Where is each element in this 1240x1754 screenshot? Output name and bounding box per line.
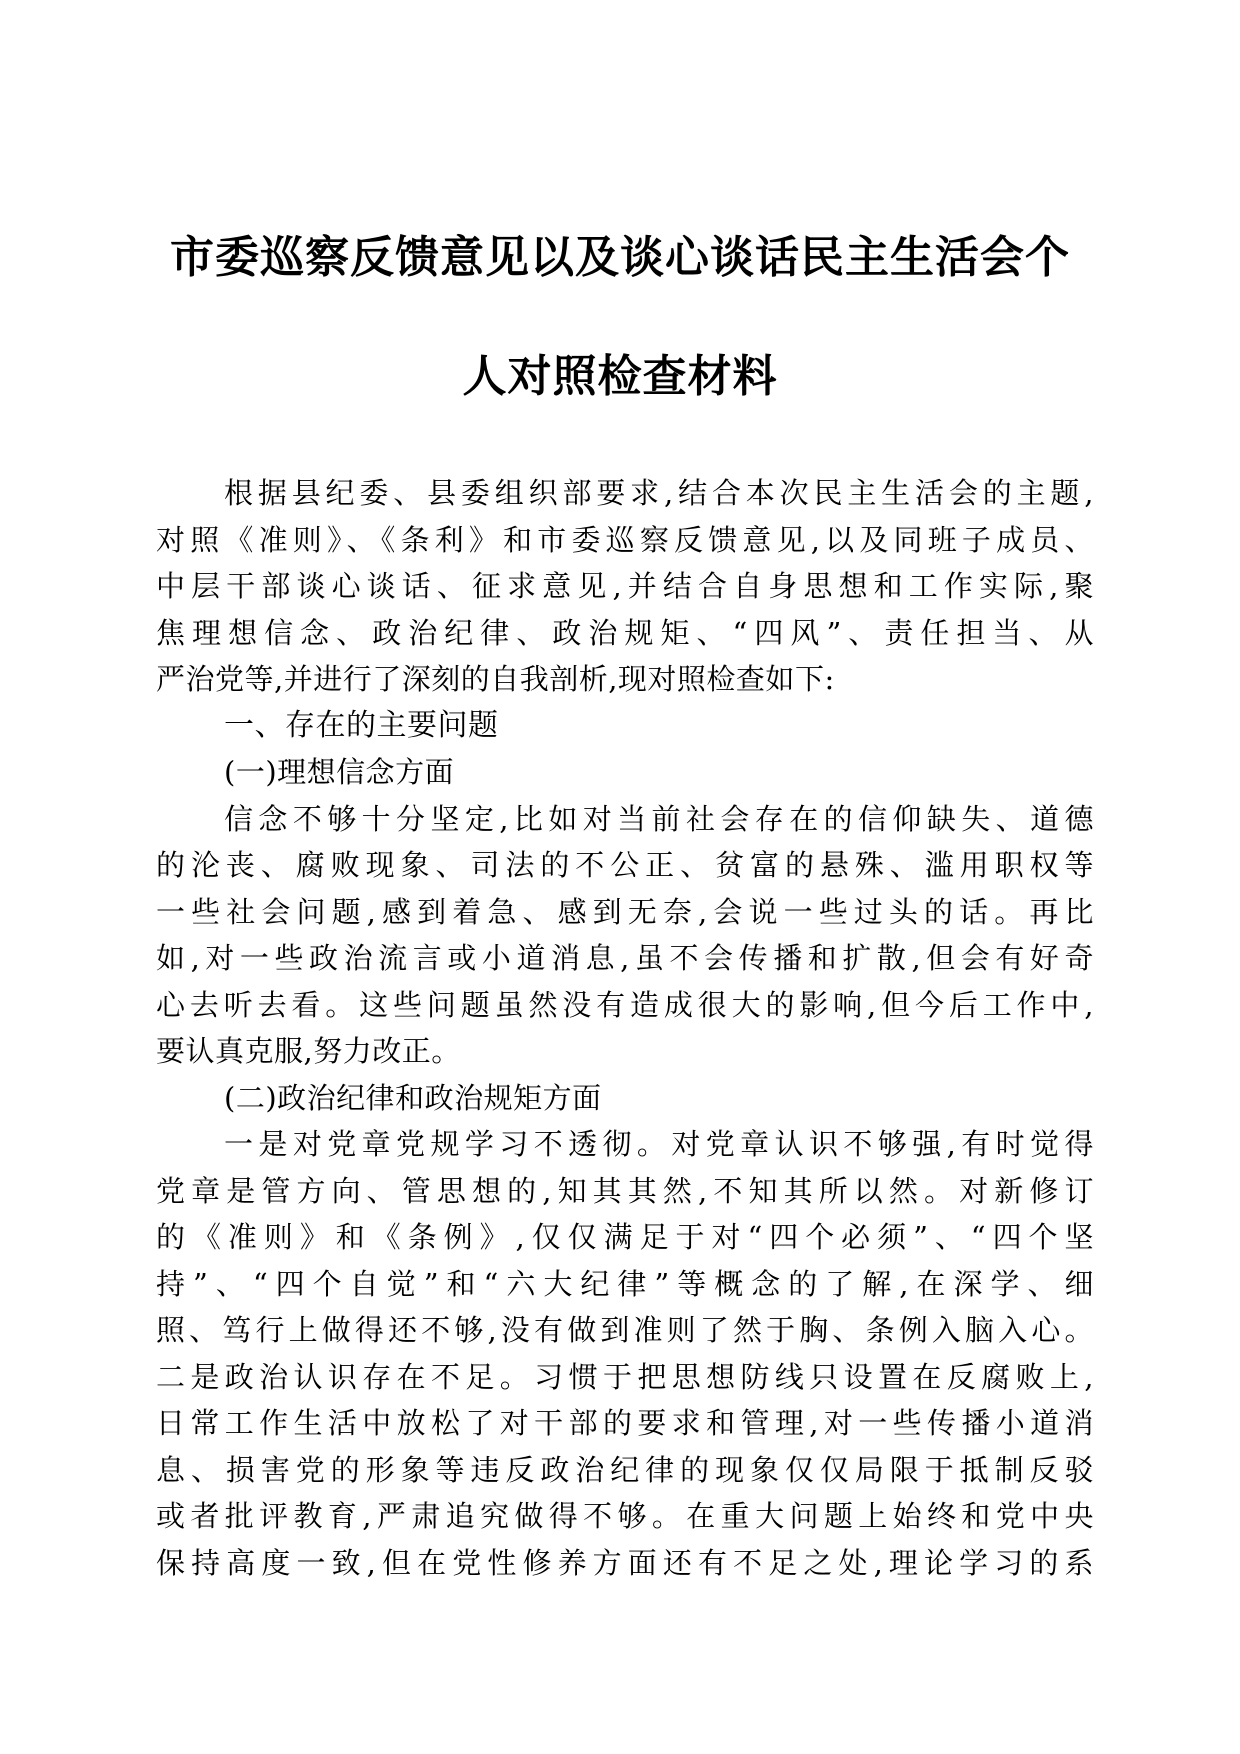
- paragraph-line: 持”、“四个自觉”和“六大纪律”等概念的了解,在深学、细: [156, 1266, 1094, 1301]
- subsection-heading: (二)政治纪律和政治规矩方面: [224, 1080, 602, 1115]
- paragraph-line: 或者批评教育,严肃追究做得不够。在重大问题上始终和党中央: [156, 1499, 1094, 1533]
- paragraph-line: 一是对党章党规学习不透彻。对党章认识不够强,有时觉得: [224, 1127, 1094, 1161]
- paragraph-line: 党章是管方向、管思想的,知其其然,不知其所以然。对新修订: [156, 1173, 1094, 1208]
- paragraph-line: 信念不够十分坚定,比如对当前社会存在的信仰缺失、道德: [224, 801, 1094, 836]
- paragraph-line: 根据县纪委、县委组织部要求,结合本次民主生活会的主题,: [224, 476, 1094, 510]
- subsection-heading: (一)理想信念方面: [224, 755, 455, 789]
- section-heading: 一、存在的主要问题: [224, 707, 499, 743]
- paragraph-line: 的《准则》和《条例》,仅仅满足于对“四个必须”、“四个坚: [156, 1220, 1094, 1254]
- paragraph-line: 心去听去看。这些问题虽然没有造成很大的影响,但今后工作中,: [156, 987, 1094, 1022]
- paragraph-line: 要认真克服,努力改正。: [156, 1034, 461, 1068]
- document-title-line-1: 市委巡察反馈意见以及谈心谈话民主生活会个: [170, 232, 1070, 283]
- paragraph-line: 对照《准则》、《条利》和市委巡察反馈意见,以及同班子成员、: [156, 522, 1094, 557]
- document-title-line-2: 人对照检查材料: [462, 351, 778, 402]
- document-body: [156, 470, 1094, 1586]
- paragraph-line: 中层干部谈心谈话、征求意见,并结合自身思想和工作实际,聚: [156, 569, 1094, 603]
- paragraph-line: 焦理想信念、政治纪律、政治规矩、“四风”、责任担当、从: [156, 615, 1094, 650]
- paragraph-line: 严治党等,并进行了深刻的自我剖析,现对照检查如下:: [156, 662, 835, 696]
- paragraph-line: 照、笃行上做得还不够,没有做到准则了然于胸、条例入脑入心。: [156, 1313, 1094, 1347]
- paragraph-line: 息、损害党的形象等违反政治纪律的现象仅仅局限于抵制反驳: [156, 1452, 1094, 1487]
- paragraph-line: 二是政治认识存在不足。习惯于把思想防线只设置在反腐败上,: [156, 1359, 1094, 1394]
- paragraph-line: 的沦丧、腐败现象、司法的不公正、贫富的悬殊、滥用职权等: [156, 848, 1094, 882]
- paragraph-line: 一些社会问题,感到着急、感到无奈,会说一些过头的话。再比: [156, 894, 1094, 929]
- paragraph-line: 保持高度一致,但在党性修养方面还有不足之处,理论学习的系: [156, 1545, 1094, 1580]
- paragraph-line: 日常工作生活中放松了对干部的要求和管理,对一些传播小道消: [156, 1406, 1094, 1440]
- paragraph-line: 如,对一些政治流言或小道消息,虽不会传播和扩散,但会有好奇: [156, 941, 1094, 975]
